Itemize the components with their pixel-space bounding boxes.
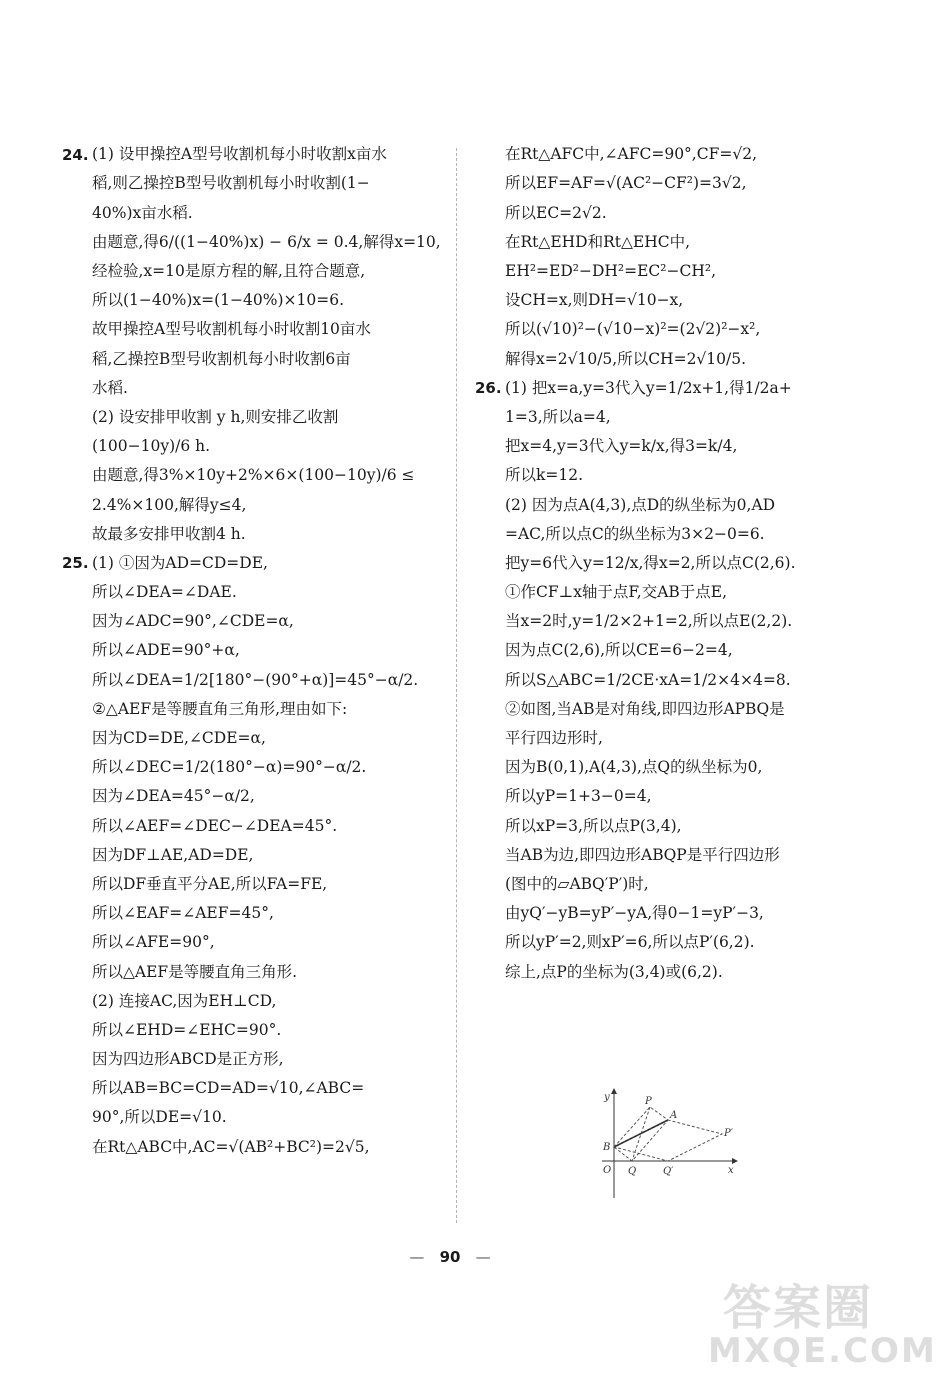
line-text: EH²=ED²−DH²=EC²−CH², bbox=[505, 262, 717, 281]
line-text: ①作CF⊥x轴于点F,交AB于点E, bbox=[505, 583, 728, 602]
line-text: 把y=6代入y=12/x,得x=2,所以点C(2,6). bbox=[505, 553, 796, 572]
line-text: 平行四边形时, bbox=[505, 729, 603, 748]
text-line bbox=[475, 549, 855, 578]
line-text: (2) 设安排甲收割 y h,则安排乙收割 bbox=[92, 407, 339, 426]
label-p: P bbox=[645, 1096, 652, 1107]
text-line bbox=[475, 140, 855, 169]
line-text: 稻,乙操控B型号收割机每小时收割6亩 bbox=[92, 349, 351, 368]
text-line bbox=[62, 811, 442, 840]
line-text: 所以yP=1+3−0=4, bbox=[505, 787, 652, 806]
text-line bbox=[475, 753, 855, 782]
text-line bbox=[62, 286, 442, 315]
text-line bbox=[62, 1016, 442, 1045]
watermark-logo bbox=[708, 1269, 937, 1384]
line-text: ②△AEF是等腰直角三角形,理由如下: bbox=[92, 699, 348, 718]
line-text: 所以EF=AF=√(AC²−CF²)=3√2, bbox=[505, 174, 747, 193]
line-text: 所以∠EHD=∠EHC=90°. bbox=[92, 1020, 282, 1039]
text-line bbox=[62, 1074, 442, 1103]
page-footer bbox=[0, 1248, 900, 1266]
line-text: (2) 因为点A(4,3),点D的纵坐标为0,AD bbox=[505, 495, 776, 514]
label-x: x bbox=[728, 1165, 734, 1176]
text-line bbox=[475, 899, 855, 928]
line-text: 所以∠AFE=90°, bbox=[92, 933, 215, 952]
line-text: 由yQ′−yB=yP′−yA,得0−1=yP′−3, bbox=[505, 904, 764, 923]
text-line bbox=[475, 315, 855, 344]
x-axis-arrow bbox=[732, 1158, 738, 1164]
text-line bbox=[475, 344, 855, 373]
line-text: 所以EC=2√2. bbox=[505, 203, 607, 222]
line-text: 在Rt△AFC中,∠AFC=90°,CF=√2, bbox=[505, 145, 758, 164]
line-text: 由题意,得6/((1−40%)x) − 6/x = 0.4,解得x=10, bbox=[92, 232, 441, 251]
text-line bbox=[62, 344, 442, 373]
label-o: O bbox=[603, 1165, 612, 1176]
right-column bbox=[475, 140, 855, 986]
line-text: 因为DF⊥AE,AD=DE, bbox=[92, 845, 254, 864]
text-line bbox=[62, 841, 442, 870]
line-text: 所以DF垂直平分AE,所以FA=FE, bbox=[92, 874, 328, 893]
line-text: 因为B(0,1),A(4,3),点Q的纵坐标为0, bbox=[505, 758, 763, 777]
label-a: A bbox=[670, 1110, 678, 1121]
text-line bbox=[475, 519, 855, 548]
label-p-prime: P′ bbox=[724, 1128, 733, 1139]
coordinate-figure bbox=[592, 1080, 742, 1200]
text-line bbox=[62, 695, 442, 724]
text-line bbox=[475, 257, 855, 286]
line-text: ②如图,当AB是对角线,即四边形APBQ是 bbox=[505, 699, 785, 718]
line-text: 在Rt△ABC中,AC=√(AB²+BC²)=2√5, bbox=[92, 1137, 370, 1156]
footer-dash-left: — bbox=[409, 1248, 425, 1266]
line-text: 所以xP=3,所以点P(3,4), bbox=[505, 816, 682, 835]
text-line bbox=[62, 432, 442, 461]
text-line bbox=[475, 374, 855, 403]
label-q: Q bbox=[628, 1166, 637, 1177]
line-text: 所以∠AEF=∠DEC−∠DEA=45°. bbox=[92, 816, 338, 835]
question-number: 25. bbox=[62, 554, 89, 573]
line-text: (图中的▱ABQ′P′)时, bbox=[505, 874, 649, 893]
line-text: 所以yP′=2,则xP′=6,所以点P′(6,2). bbox=[505, 933, 755, 952]
line-text: 解得x=2√10/5,所以CH=2√10/5. bbox=[505, 349, 747, 368]
line-text: (2) 连接AC,因为EH⊥CD, bbox=[92, 991, 277, 1010]
line-text: 故甲操控A型号收割机每小时收割10亩水 bbox=[92, 320, 371, 339]
line-text: 设CH=x,则DH=√10−x, bbox=[505, 291, 684, 310]
text-line bbox=[62, 870, 442, 899]
text-line bbox=[62, 928, 442, 957]
line-text: =AC,所以点C的纵坐标为3×2−0=6. bbox=[505, 524, 765, 543]
watermark-line2: MXQE.COM bbox=[708, 1331, 937, 1371]
label-b: B bbox=[603, 1142, 611, 1153]
text-line bbox=[475, 490, 855, 519]
question-number: 24. bbox=[62, 145, 89, 164]
text-line bbox=[475, 403, 855, 432]
question-number: 26. bbox=[475, 379, 502, 398]
column-divider bbox=[456, 148, 457, 1223]
left-column bbox=[62, 140, 442, 1162]
text-line bbox=[62, 899, 442, 928]
line-text: 所以∠DEA=∠DAE. bbox=[92, 583, 237, 602]
text-line bbox=[62, 753, 442, 782]
text-line bbox=[62, 636, 442, 665]
text-line bbox=[62, 228, 442, 257]
line-text: 所以k=12. bbox=[505, 466, 584, 485]
line-text: 当x=2时,y=1/2×2+1=2,所以点E(2,2). bbox=[505, 612, 793, 631]
footer-dash-right: — bbox=[475, 1248, 491, 1266]
text-line bbox=[62, 578, 442, 607]
line-text: 把x=4,y=3代入y=k/x,得3=k/4, bbox=[505, 437, 738, 456]
line-text: 所以(1−40%)x=(1−40%)×10=6. bbox=[92, 291, 345, 310]
line-text: 故最多安排甲收割4 h. bbox=[92, 524, 246, 543]
text-line bbox=[475, 198, 855, 227]
text-line bbox=[475, 607, 855, 636]
text-line bbox=[62, 198, 442, 227]
text-line bbox=[475, 636, 855, 665]
line-text: 水稻. bbox=[92, 378, 128, 397]
text-line bbox=[62, 461, 442, 490]
line-text: 所以∠DEC=1/2(180°−α)=90°−α/2. bbox=[92, 758, 367, 777]
line-text: 所以△AEF是等腰直角三角形. bbox=[92, 962, 298, 981]
line-text: 稻,则乙操控B型号收割机每小时收割(1− bbox=[92, 174, 370, 193]
text-line bbox=[475, 870, 855, 899]
text-line bbox=[62, 257, 442, 286]
line-text: 1=3,所以a=4, bbox=[505, 407, 611, 426]
text-line bbox=[62, 549, 442, 578]
text-line bbox=[475, 782, 855, 811]
watermark-line1: 答案圈 bbox=[722, 1280, 873, 1336]
line-text: 在Rt△EHD和Rt△EHC中, bbox=[505, 232, 691, 251]
line-text: 所以∠DEA=1/2[180°−(90°+α)]=45°−α/2. bbox=[92, 670, 419, 689]
line-text: 40%)x亩水稻. bbox=[92, 203, 193, 222]
text-line bbox=[62, 1103, 442, 1132]
text-line bbox=[475, 286, 855, 315]
text-line bbox=[62, 140, 442, 169]
y-axis-arrow bbox=[611, 1088, 617, 1094]
line-text: 因为CD=DE,∠CDE=α, bbox=[92, 729, 266, 748]
page-number: 90 bbox=[439, 1248, 461, 1266]
line-text: 所以(√10)²−(√10−x)²=(2√2)²−x², bbox=[505, 320, 761, 339]
text-line bbox=[62, 490, 442, 519]
text-line bbox=[62, 1045, 442, 1074]
line-text: (1) 把x=a,y=3代入y=1/2x+1,得1/2a+ bbox=[505, 378, 792, 397]
text-line bbox=[475, 169, 855, 198]
line-text: 所以S△ABC=1/2CE·xA=1/2×4×4=8. bbox=[505, 670, 791, 689]
parallelogram-abqp-prime bbox=[614, 1120, 722, 1161]
text-line bbox=[62, 169, 442, 198]
text-line bbox=[475, 928, 855, 957]
line-text: 90°,所以DE=√10. bbox=[92, 1108, 227, 1127]
line-text: 所以∠ADE=90°+α, bbox=[92, 641, 240, 660]
line-text: 由题意,得3%×10y+2%×6×(100−10y)/6 ≤ bbox=[92, 466, 415, 485]
label-y: y bbox=[604, 1092, 610, 1103]
line-text: 因为四边形ABCD是正方形, bbox=[92, 1050, 284, 1069]
line-text: 所以∠EAF=∠AEF=45°, bbox=[92, 904, 274, 923]
line-text: 经检验,x=10是原方程的解,且符合题意, bbox=[92, 262, 366, 281]
text-line bbox=[475, 724, 855, 753]
text-line bbox=[475, 841, 855, 870]
line-text: (1) ①因为AD=CD=DE, bbox=[92, 553, 268, 572]
text-line bbox=[475, 228, 855, 257]
line-text: 因为点C(2,6),所以CE=6−2=4, bbox=[505, 641, 733, 660]
label-q-prime: Q′ bbox=[663, 1166, 674, 1177]
text-line bbox=[62, 315, 442, 344]
text-line bbox=[62, 519, 442, 548]
text-line bbox=[475, 695, 855, 724]
text-line bbox=[475, 665, 855, 694]
line-text: (100−10y)/6 h. bbox=[92, 437, 211, 456]
text-line bbox=[62, 665, 442, 694]
text-line bbox=[62, 724, 442, 753]
text-line bbox=[475, 811, 855, 840]
line-text: 综上,点P的坐标为(3,4)或(6,2). bbox=[505, 962, 723, 981]
text-line bbox=[475, 957, 855, 986]
text-line bbox=[475, 432, 855, 461]
text-line bbox=[62, 957, 442, 986]
text-line bbox=[62, 403, 442, 432]
line-text: 因为∠DEA=45°−α/2, bbox=[92, 787, 255, 806]
text-line bbox=[475, 578, 855, 607]
line-text: 2.4%×100,解得y≤4, bbox=[92, 495, 247, 514]
text-line bbox=[62, 986, 442, 1015]
text-line bbox=[62, 1132, 442, 1161]
line-text: (1) 设甲操控A型号收割机每小时收割x亩水 bbox=[92, 145, 387, 164]
line-text: 因为∠ADC=90°,∠CDE=α, bbox=[92, 612, 294, 631]
line-text: 当AB为边,即四边形ABQP是平行四边形 bbox=[505, 845, 780, 864]
line-text: 所以AB=BC=CD=AD=√10,∠ABC= bbox=[92, 1079, 365, 1098]
text-line bbox=[475, 461, 855, 490]
text-line bbox=[62, 374, 442, 403]
text-line bbox=[62, 782, 442, 811]
text-line bbox=[62, 607, 442, 636]
